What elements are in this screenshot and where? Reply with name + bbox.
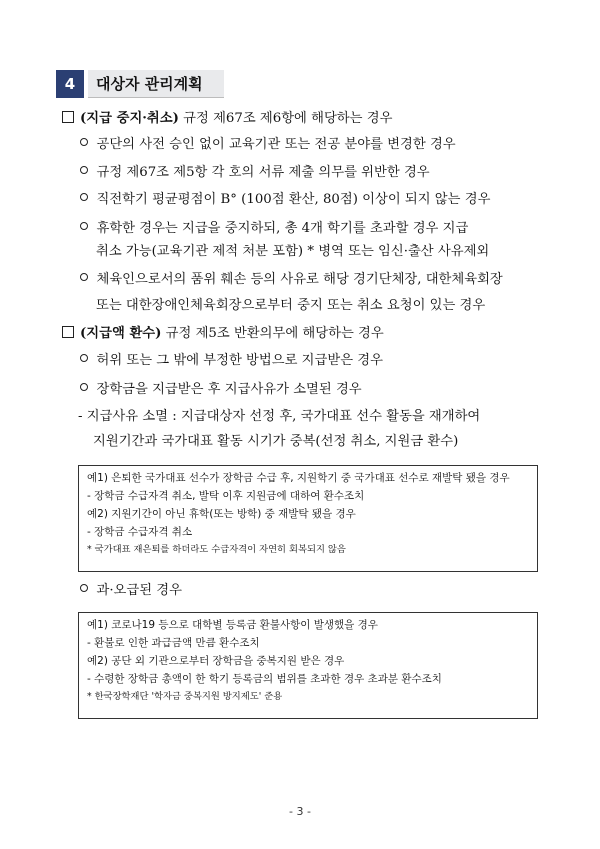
circle-bullet-icon	[80, 354, 88, 362]
list-item: 규정 제67조 제5항 각 호의 서류 제출 의무를 위반한 경우	[80, 164, 430, 182]
dash-item-continuation: 지원기간과 국가대표 활동 시기가 중복(선정 취소, 지원금 환수)	[93, 434, 459, 449]
circle-bullet-icon	[80, 222, 88, 230]
box-note: * 한국장학재단 '학자금 중복지원 방지제도' 준용	[87, 691, 283, 702]
page-number: - 3 -	[289, 805, 311, 818]
checkbox-square-icon	[62, 111, 74, 123]
list-item: 장학금을 지급받은 후 지급사유가 소멸된 경우	[80, 381, 362, 399]
box-line: - 수령한 장학금 총액이 한 학기 등록금의 범위를 초과한 경우 초과분 환수조치	[87, 673, 442, 685]
example-box-overpayment	[78, 612, 538, 719]
checkbox-square-icon	[62, 326, 74, 338]
circle-bullet-icon	[80, 193, 88, 201]
list-item: 체육인으로서의 품위 훼손 등의 사유로 해당 경기단체장, 대한체육회장	[80, 271, 503, 289]
box-line: 예1) 코로나19 등으로 대학별 등록금 환불사항이 발생했을 경우	[87, 619, 378, 631]
box-line: 예2) 지원기간이 아닌 휴학(또는 방학) 중 재발탁 됐을 경우	[87, 508, 356, 520]
section-number-badge: 4	[56, 70, 84, 98]
box-line: 예1) 은퇴한 국가대표 선수가 장학금 수급 후, 지원학기 중 국가대표 선수로 재발탁 됐을 경우	[87, 472, 510, 484]
section-title: 대상자 관리계획	[88, 70, 224, 98]
section-header	[56, 70, 226, 98]
list-item: 공단의 사전 승인 없이 교육기관 또는 전공 분야를 변경한 경우	[80, 136, 456, 154]
box-line: - 장학금 수급자격 취소, 발탁 이후 지원금에 대하여 환수조치	[87, 490, 365, 502]
heading-suspension-label: (지급 중지·취소)	[80, 111, 179, 126]
heading-refund-label: (지급액 환수)	[80, 326, 162, 341]
list-item: 허위 또는 그 밖에 부정한 방법으로 지급받은 경우	[80, 352, 383, 370]
list-item-continuation: 취소 가능(교육기관 제적 처분 포함) * 병역 또는 임신·출산 사유제외	[96, 244, 490, 259]
example-box-recall	[78, 465, 538, 572]
circle-bullet-icon	[80, 138, 88, 146]
dash-item: - 지급사유 소멸 : 지급대상자 선정 후, 국가대표 선수 활동을 재개하여	[78, 409, 481, 424]
list-item: 직전학기 평균평점이 B° (100점 환산, 80점) 이상이 되지 않는 경우	[80, 191, 490, 209]
heading-suspension-text: 규정 제67조 제6항에 해당하는 경우	[178, 111, 393, 126]
heading-suspension	[62, 110, 392, 128]
list-item-continuation: 또는 대한장애인체육회장으로부터 중지 또는 취소 요청이 있는 경우	[96, 298, 486, 313]
box-line: - 환불로 인한 과급금액 만큼 환수조치	[87, 637, 260, 649]
circle-bullet-icon	[80, 584, 88, 592]
circle-bullet-icon	[80, 383, 88, 391]
box-note: * 국가대표 재은퇴를 하더라도 수급자격이 자연히 회복되지 않음	[87, 544, 346, 555]
box-line: 예2) 공단 외 기관으로부터 장학금을 중복지원 받은 경우	[87, 655, 345, 667]
list-item: 과·오급된 경우	[80, 582, 182, 600]
circle-bullet-icon	[80, 273, 88, 281]
list-item: 휴학한 경우는 지급을 중지하되, 총 4개 학기를 초과할 경우 지급	[80, 220, 468, 238]
heading-refund-text: 규정 제5조 반환의무에 해당하는 경우	[161, 326, 384, 341]
heading-refund	[62, 325, 384, 343]
circle-bullet-icon	[80, 166, 88, 174]
box-line: - 장학금 수급자격 취소	[87, 526, 193, 538]
